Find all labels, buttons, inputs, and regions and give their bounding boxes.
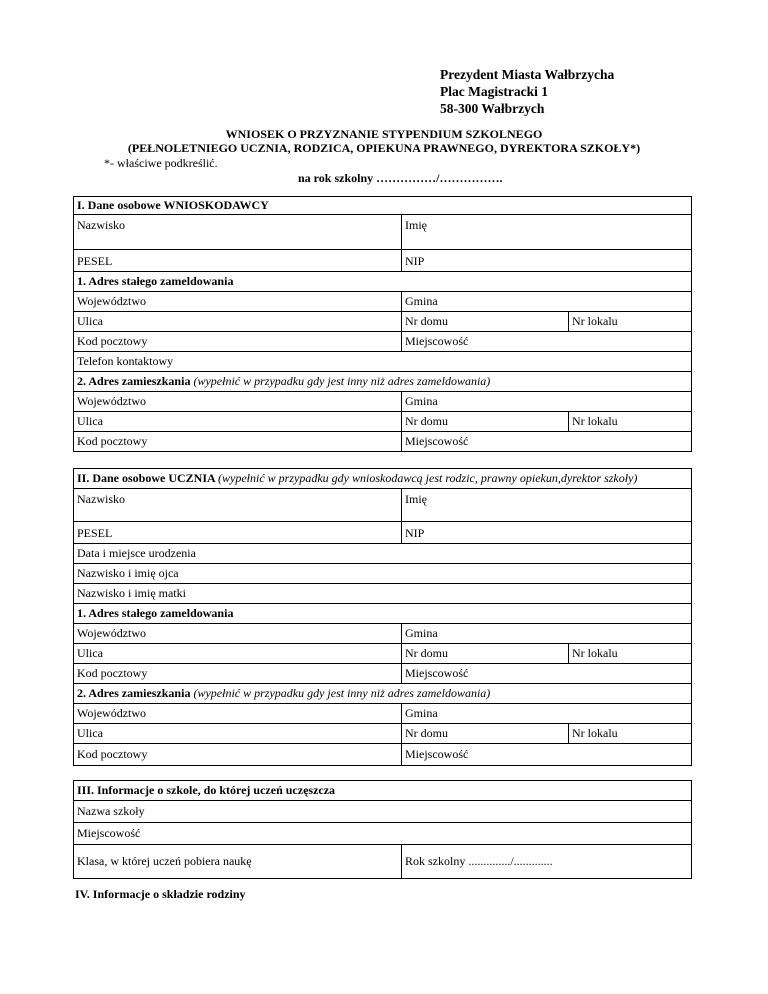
section-title: II. Dane osobowe UCZNIA — [77, 471, 216, 485]
subsection-heading — [74, 684, 692, 704]
reg-postal-code-field[interactable]: Kod pocztowy — [74, 332, 402, 352]
document-subtitle: (PEŁNOLETNIEGO UCZNIA, RODZICA, OPIEKUNA PRAWNEGO, DYREKTORA SZKOŁY*) — [127, 141, 641, 155]
addressee-line: Prezydent Miasta Wałbrzycha — [440, 67, 615, 82]
mother-name-field[interactable]: Nazwisko i imię matki — [74, 584, 692, 604]
res-street-field[interactable]: Ulica — [74, 412, 402, 432]
document-title: WNIOSEK O PRZYZNANIE STYPENDIUM SZKOLNEGO — [225, 127, 543, 141]
res-house-number-field[interactable]: Nr domu — [402, 724, 569, 744]
section-heading: III. Informacje o szkole, do której uczeń uczęszcza — [74, 781, 692, 801]
subsection-heading: 1. Adres stałego zameldowania — [74, 604, 692, 624]
father-name-field[interactable]: Nazwisko i imię ojca — [74, 564, 692, 584]
res-voivodeship-field[interactable]: Województwo — [74, 704, 402, 724]
res-house-number-field[interactable]: Nr domu — [402, 412, 569, 432]
reg-commune-field[interactable]: Gmina — [402, 624, 692, 644]
school-year-line: na rok szkolny ……………/……………. — [298, 171, 503, 185]
res-street-field[interactable]: Ulica — [74, 724, 402, 744]
subsection-title: 2. Adres zamieszkania — [77, 374, 191, 388]
student-nip-field[interactable]: NIP — [402, 522, 692, 544]
birth-date-place-field[interactable]: Data i miejsce urodzenia — [74, 544, 692, 564]
res-apartment-number-field[interactable]: Nr lokalu — [569, 412, 692, 432]
reg-apartment-number-field[interactable]: Nr lokalu — [569, 312, 692, 332]
reg-locality-field[interactable]: Miejscowość — [402, 332, 692, 352]
reg-locality-field[interactable]: Miejscowość — [402, 664, 692, 684]
subsection-heading — [74, 372, 692, 392]
reg-commune-field[interactable]: Gmina — [402, 292, 692, 312]
reg-voivodeship-field[interactable]: Województwo — [74, 292, 402, 312]
reg-house-number-field[interactable]: Nr domu — [402, 644, 569, 664]
res-commune-field[interactable]: Gmina — [402, 704, 692, 724]
student-pesel-field[interactable]: PESEL — [74, 522, 402, 544]
subsection-note: (wypełnić w przypadku gdy jest inny niż adres zameldowania) — [193, 686, 491, 700]
res-commune-field[interactable]: Gmina — [402, 392, 692, 412]
reg-postal-code-field[interactable]: Kod pocztowy — [74, 664, 402, 684]
class-field[interactable]: Klasa, w której uczeń pobiera naukę — [74, 845, 402, 879]
res-apartment-number-field[interactable]: Nr lokalu — [569, 724, 692, 744]
res-locality-field[interactable]: Miejscowość — [402, 744, 692, 766]
section-note: (wypełnić w przypadku gdy wnioskodawcą jest rodzic, prawny opiekun,dyrektor szkoły) — [218, 471, 638, 485]
reg-street-field[interactable]: Ulica — [74, 644, 402, 664]
school-locality-field[interactable]: Miejscowość — [74, 823, 692, 845]
applicant-table — [73, 196, 692, 452]
res-postal-code-field[interactable]: Kod pocztowy — [74, 432, 402, 452]
reg-voivodeship-field[interactable]: Województwo — [74, 624, 402, 644]
section-heading: IV. Informacje o składzie rodziny — [75, 887, 246, 901]
res-locality-field[interactable]: Miejscowość — [402, 432, 692, 452]
reg-street-field[interactable]: Ulica — [74, 312, 402, 332]
subsection-heading: 1. Adres stałego zameldowania — [74, 272, 692, 292]
underline-note: *- właściwe podkreślić. — [104, 156, 218, 170]
school-table — [73, 780, 692, 879]
school-name-field[interactable]: Nazwa szkoły — [74, 801, 692, 823]
applicant-pesel-field[interactable]: PESEL — [74, 250, 402, 272]
student-table — [73, 468, 692, 766]
applicant-nip-field[interactable]: NIP — [402, 250, 692, 272]
addressee-block — [440, 66, 614, 117]
student-firstname-field[interactable]: Imię — [402, 489, 692, 522]
student-surname-field[interactable]: Nazwisko — [74, 489, 402, 522]
addressee-line: Plac Magistracki 1 — [440, 84, 548, 99]
res-voivodeship-field[interactable]: Województwo — [74, 392, 402, 412]
addressee-line: 58-300 Wałbrzych — [440, 101, 545, 116]
applicant-firstname-field[interactable]: Imię — [402, 215, 692, 250]
applicant-surname-field[interactable]: Nazwisko — [74, 215, 402, 250]
section-heading: I. Dane osobowe WNIOSKODAWCY — [74, 197, 692, 215]
res-postal-code-field[interactable]: Kod pocztowy — [74, 744, 402, 766]
phone-field[interactable]: Telefon kontaktowy — [74, 352, 692, 372]
section-heading — [74, 469, 692, 489]
subsection-title: 2. Adres zamieszkania — [77, 686, 191, 700]
subsection-note: (wypełnić w przypadku gdy jest inny niż adres zameldowania) — [193, 374, 491, 388]
reg-house-number-field[interactable]: Nr domu — [402, 312, 569, 332]
reg-apartment-number-field[interactable]: Nr lokalu — [569, 644, 692, 664]
school-year-field[interactable]: Rok szkolny ............../............. — [402, 845, 692, 879]
